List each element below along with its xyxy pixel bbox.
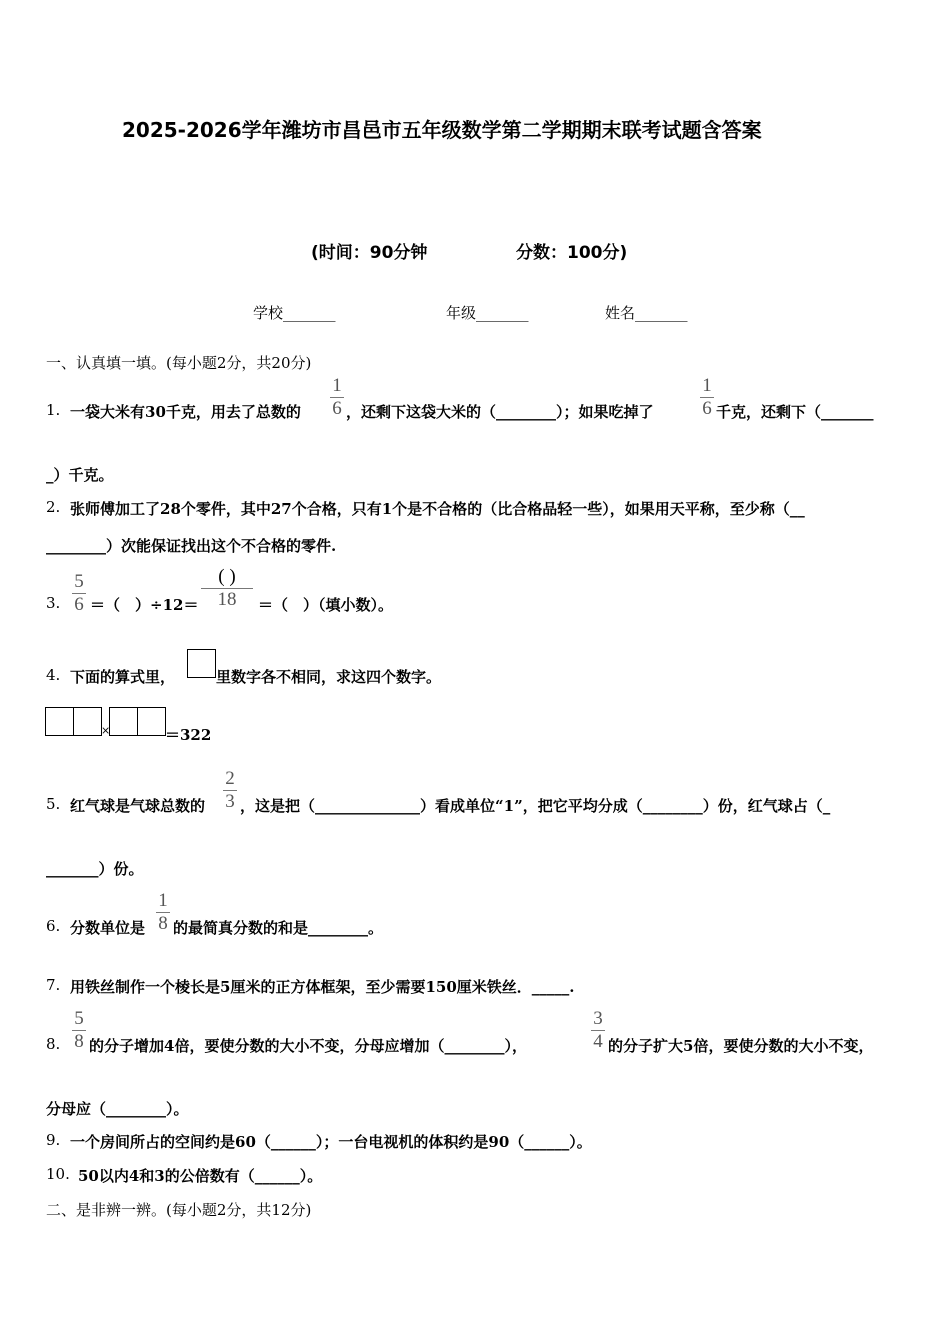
question-text: _）千克。 xyxy=(46,466,114,484)
fraction: 3 4 xyxy=(590,1008,606,1053)
times-sign: × xyxy=(101,724,111,737)
question-number: 1. xyxy=(46,401,61,419)
question-text: 分母应（________）。 xyxy=(46,1100,189,1118)
question-number: 9. xyxy=(46,1131,61,1149)
digit-box[interactable] xyxy=(137,707,166,736)
fraction: ( ) 18 xyxy=(200,566,254,611)
question-number: 4. xyxy=(46,666,61,684)
question-text: 红气球是气球总数的 xyxy=(70,797,206,815)
question-number: 7. xyxy=(46,976,61,994)
question-text: 分数单位是 xyxy=(70,919,146,937)
question-text: ________）次能保证找出这个不合格的零件. xyxy=(46,537,337,555)
question-text: 千克，还剩下（_______ xyxy=(716,403,874,421)
grade-field: 年级_______ xyxy=(446,304,529,322)
question-number: 5. xyxy=(46,795,61,813)
question-number: 2. xyxy=(46,498,61,516)
question-text: 的分子扩大5倍，要使分数的大小不变， xyxy=(608,1037,874,1055)
question-text: 张师傅加工了28个零件，其中27个合格，只有1个是不合格的（比合格品轻一些），如果用天平称，至少称（__ xyxy=(70,500,805,518)
question-text: ，这是把（______________）看成单位“1”，把它平均分成（________）份，红气球占（_ xyxy=(240,797,831,815)
page-title: 2025-2026学年潍坊市昌邑市五年级数学第二学期期末联考试题含答案 xyxy=(122,118,762,142)
question-text: 一袋大米有30千克，用去了总数的 xyxy=(70,403,301,421)
digit-box[interactable] xyxy=(73,707,102,736)
name-field: 姓名_______ xyxy=(605,304,688,322)
equation-result: ＝322 xyxy=(165,726,212,744)
question-text: 里数字各不相同，求这四个数字。 xyxy=(216,668,442,686)
digit-box[interactable] xyxy=(45,707,74,736)
question-text: 用铁丝制作一个棱长是5厘米的正方体框架，至少需要150厘米铁丝．_____. xyxy=(70,978,575,996)
question-text: 50以内4和3的公倍数有（______）。 xyxy=(78,1167,323,1185)
fraction: 5 8 xyxy=(71,1008,87,1053)
question-text: _______）份。 xyxy=(46,860,144,878)
section-heading: 二、是非辨一辨。(每小题2分，共12分) xyxy=(46,1201,312,1219)
question-number: 3. xyxy=(46,594,61,612)
digit-box[interactable] xyxy=(109,707,138,736)
fraction: 1 8 xyxy=(155,890,171,935)
fraction: 5 6 xyxy=(71,571,87,616)
fraction: 1 6 xyxy=(699,375,715,420)
question-text: 下面的算式里， xyxy=(70,668,176,686)
exam-time: (时间：90分钟 xyxy=(311,243,428,263)
question-text: 的分子增加4倍，要使分数的大小不变，分母应增加（________）， xyxy=(89,1037,527,1055)
question-text: 的最简真分数的和是________。 xyxy=(173,919,384,937)
question-text: ＝（ ）÷12＝ xyxy=(90,596,199,614)
digit-box xyxy=(187,649,216,678)
question-number: 10. xyxy=(46,1165,70,1183)
fraction: 2 3 xyxy=(222,768,238,813)
exam-score: 分数：100分) xyxy=(516,243,628,263)
question-text: ＝（ ）（填小数）。 xyxy=(258,596,394,614)
question-text: ，还剩下这袋大米的（________）；如果吃掉了 xyxy=(346,403,654,421)
question-number: 6. xyxy=(46,917,61,935)
question-text: 一个房间所占的空间约是60（______）；一台电视机的体积约是90（______）。 xyxy=(70,1133,592,1151)
school-field: 学校_______ xyxy=(253,304,336,322)
fraction: 1 6 xyxy=(329,375,345,420)
section-heading: 一、认真填一填。(每小题2分，共20分) xyxy=(46,354,312,372)
question-number: 8. xyxy=(46,1035,61,1053)
